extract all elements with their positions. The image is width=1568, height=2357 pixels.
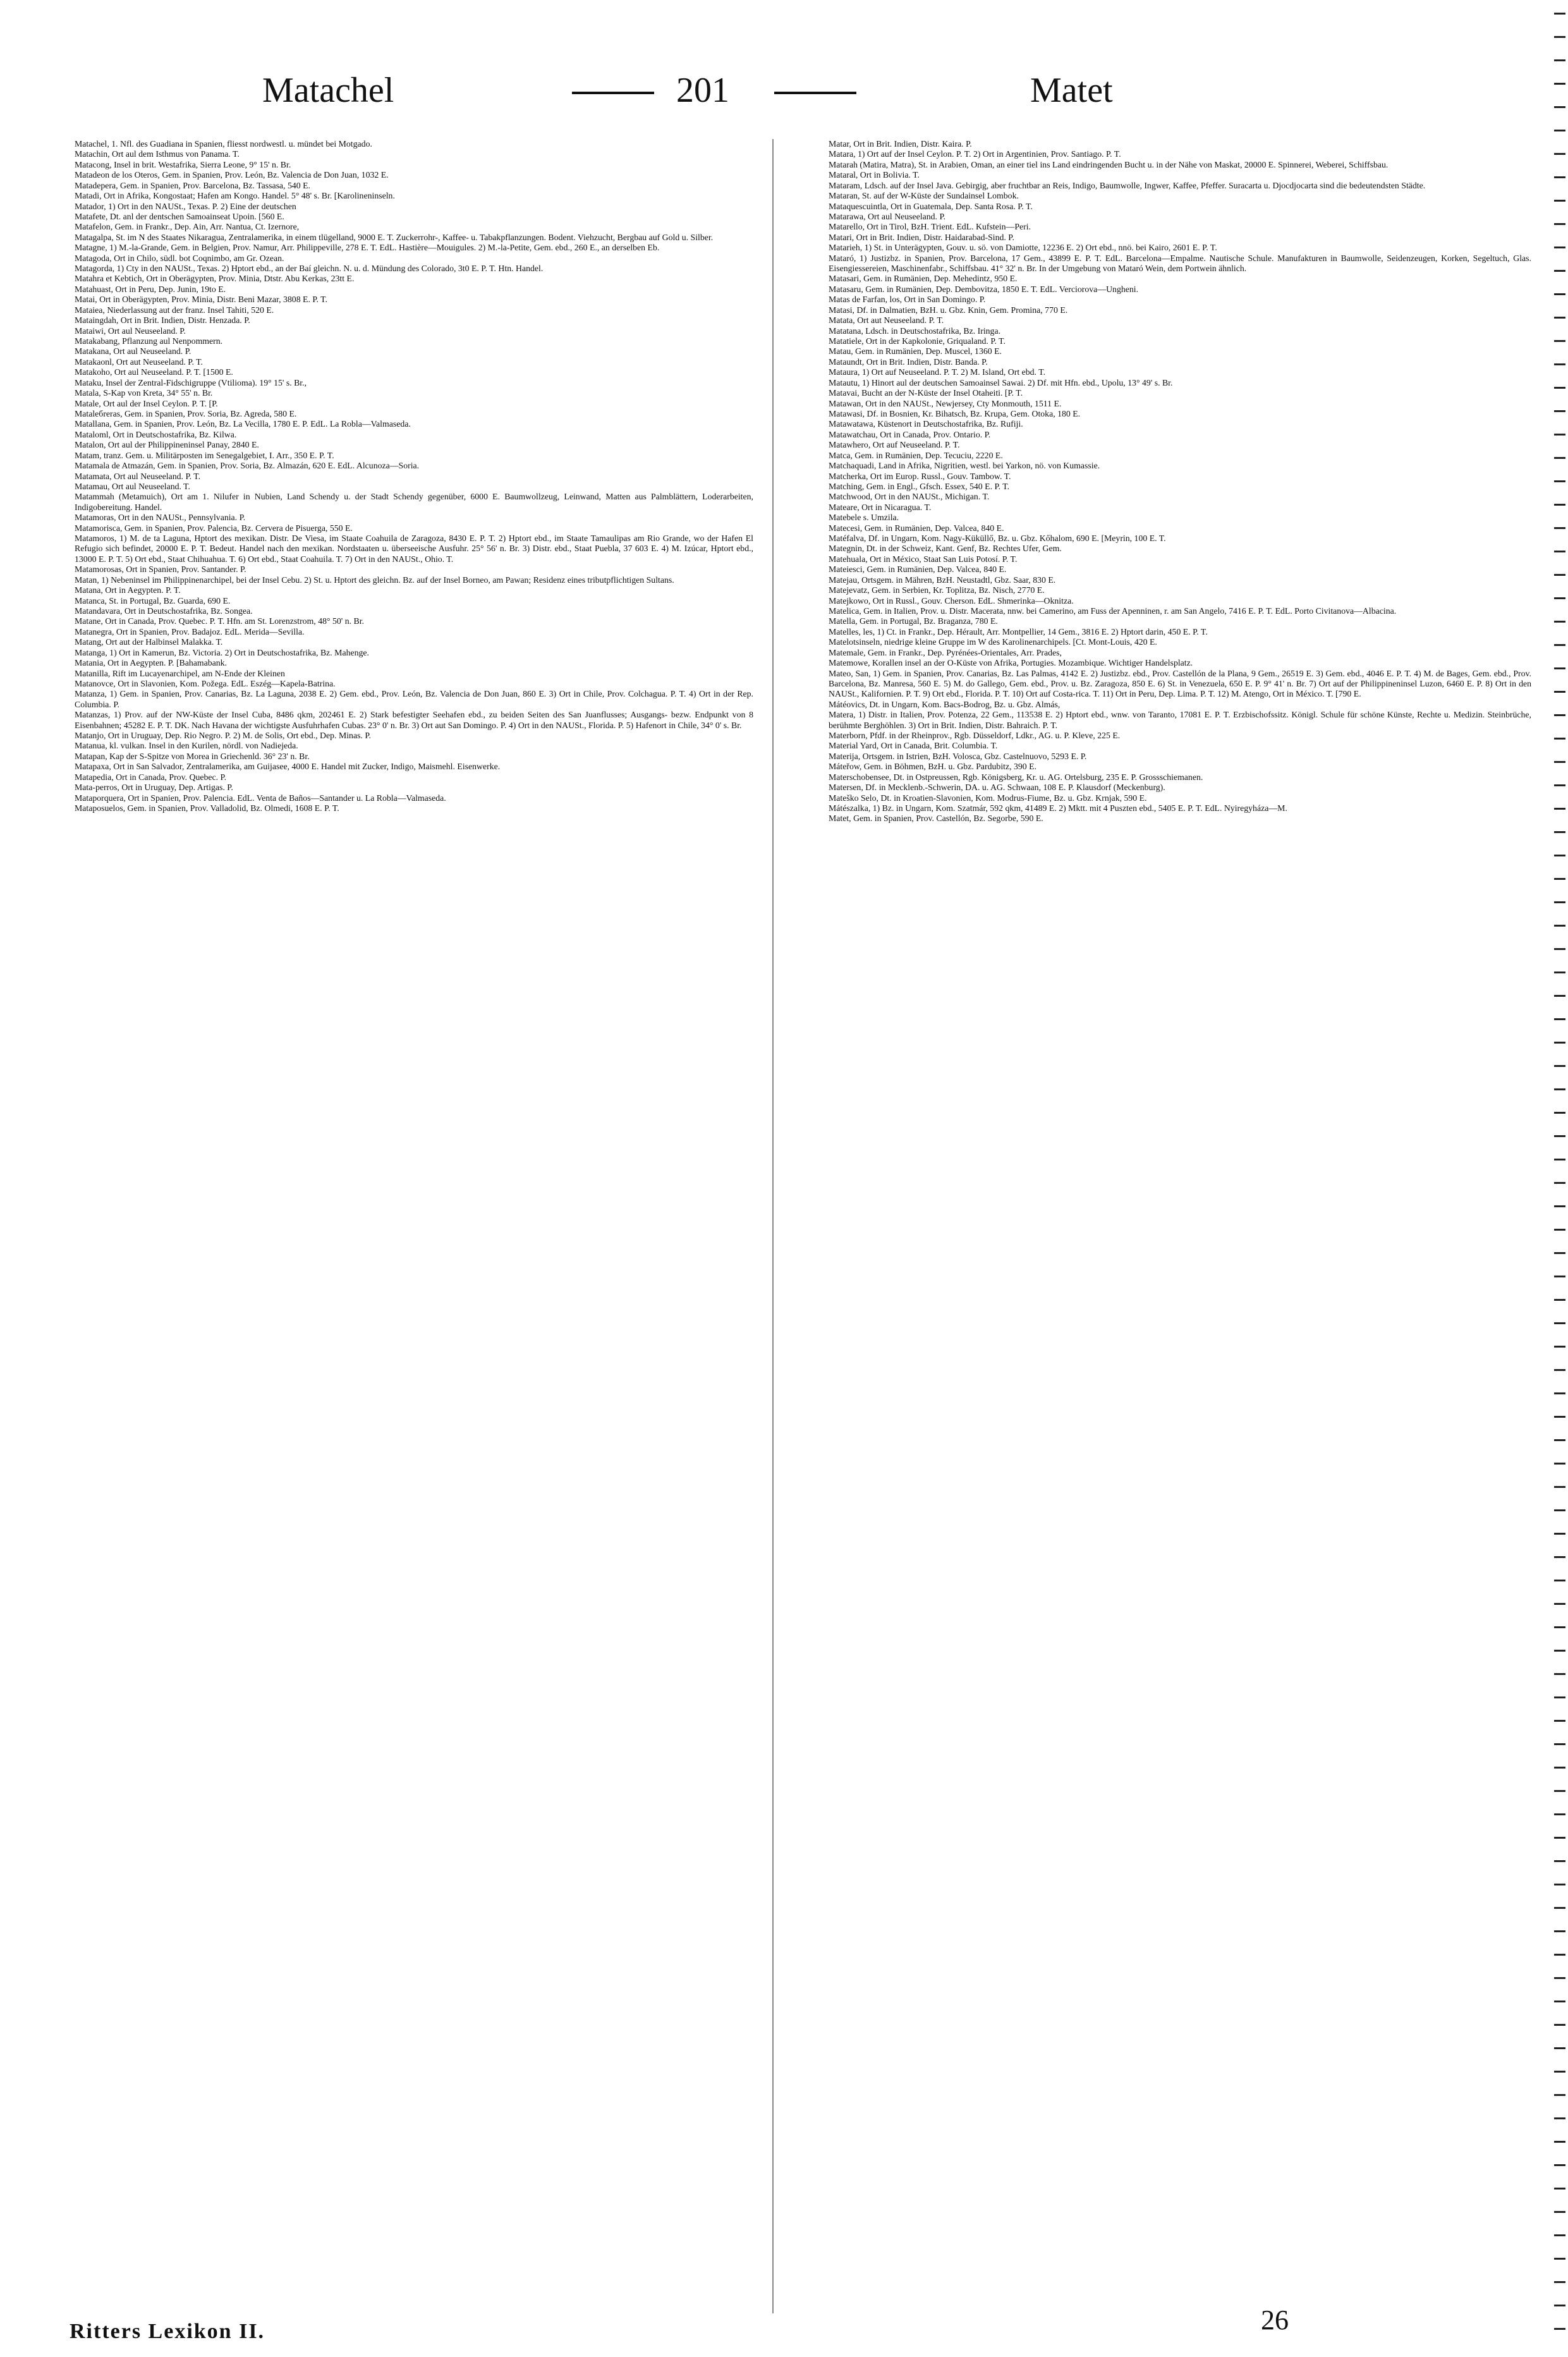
dictionary-entry: Matari, Ort in Brit. Indien, Distr. Haidarabad-Sind. P. (829, 232, 1014, 242)
edge-mark (1554, 1580, 1565, 1581)
dictionary-entry: Mátéovics, Dt. in Ungarn, Kom. Bacs-Bodrog, Bz. u. Gbz. Almás, (829, 699, 1061, 709)
edge-mark (1554, 2141, 1565, 2143)
dictionary-entry: Matautu, 1) Hinort aul der deutschen Samoainsel Sawai. 2) Df. mit Hfn. ebd., Upolu, 13° 49' s. Br. (829, 377, 1173, 387)
edge-mark (1554, 1860, 1565, 1862)
dictionary-entry: Matavai, Bucht an der N-Küste der Insel Otaheiti. [P. T. (829, 388, 1023, 398)
dictionary-entry: Mataram, Ldsch. auf der Insel Java. Gebirgig, aber fruchtbar an Reis, Indigo, Baumwolle, Ingwer, Kaffee, Pfeffer. Suracarta u. Djocdjocarta sind die bedeutendsten Städte. (829, 180, 1426, 190)
edge-mark (1554, 1626, 1565, 1628)
dictionary-entry: Matarah (Matira, Matra), St. in Arabien, Oman, an einer tiel ins Land eindringenden Bucht u. in der Nähe von Maskat, 20000 E. Spinnerei, Weberei, Schiffsbau. (829, 159, 1389, 169)
dictionary-entry: Matadepera, Gem. in Spanien, Prov. Barcelona, Bz. Tassasa, 540 E. (75, 180, 310, 190)
edge-mark (1554, 738, 1565, 740)
edge-mark (1554, 410, 1565, 412)
dictionary-entry: Mataingdah, Ort in Brit. Indien, Distr. Henzada. P. (75, 315, 250, 326)
edge-mark (1554, 176, 1565, 178)
edge-mark (1554, 270, 1565, 272)
dictionary-entry: Materschobensee, Dt. in Ostpreussen, Rgb. Königsberg, Kr. u. AG. Ortelsburg, 235 E. P. Grossschiemanen. (829, 772, 1203, 782)
dictionary-entry: Matawatawa, Küstenort in Deutschostafrika, Bz. Rufiji. (829, 419, 1023, 429)
dictionary-entry: Matarieh, 1) St. in Unterägypten, Gouv. u. sö. von Damiotte, 12236 E. 2) Ort ebd., nnö. bei Kairo, 2601 E. P. T. (829, 243, 1217, 253)
dictionary-entry: Matasi, Df. in Dalmatien, BzH. u. Gbz. Knin, Gem. Promina, 770 E. (829, 305, 1068, 315)
dictionary-entry: Matador, 1) Ort in den NAUSt., Texas. P. 2) Eine der deutschen (75, 201, 296, 211)
page-edge-marks (1549, 0, 1568, 2357)
edge-mark (1554, 831, 1565, 833)
edge-mark (1554, 2024, 1565, 2026)
edge-mark (1554, 1486, 1565, 1488)
dictionary-entry: Materija, Ortsgem. in Istrien, BzH. Volosca, Gbz. Castelnuovo, 5293 E. P. (829, 751, 1087, 761)
edge-mark (1554, 995, 1565, 997)
dictionary-entry: Matamoros, 1) M. de ta Laguna, Hptort des mexikan. Distr. De Viesa, im Staate Coahuila de Zaragoza, 8430 E. P. T. 2) Hptort ebd., im Staate Tamaulipas am Rio Grande, wo der Hafen El Refugio sich befindet, 20000 E. P. T. Bedeut. Handel nach den mexikan. Nordstaaten u. überseeische Ausfuhr. 25° 56' n. Br. 3) Distr. ebd., Staat Puebla, 37 603 E. 4) M. Izúcar, Hptort ebd., 13000 E. P. T. 5) Ort ebd., Staat Chihuahua. T. 6) Ort ebd., Staat Coahuila. T. 7) Ort in den NAUSt., Ohio. T. (75, 533, 753, 564)
dictionary-entry: Matar, Ort in Brit. Indien, Distr. Kaira. P. (829, 139, 972, 149)
edge-mark (1554, 1276, 1565, 1277)
page-number: 201 (676, 71, 729, 110)
edge-mark (1554, 153, 1565, 155)
dictionary-entry: Matafelon, Gem. in Frankr., Dep. Ain, Arr. Nantua, Ct. Izernore, (75, 222, 300, 232)
dictionary-entry: Matanegra, Ort in Spanien, Prov. Badajoz. EdL. Merida—Sevilla. (75, 626, 305, 636)
edge-mark (1554, 1416, 1565, 1418)
edge-mark (1554, 1205, 1565, 1207)
dictionary-entry: Mateare, Ort in Nicaragua. T. (829, 502, 932, 512)
dictionary-entry: Matagne, 1) M.-la-Grande, Gem. in Belgien, Prov. Namur, Arr. Philippeville, 278 E. T. EdL. Hastière—Mouigules. 2) M.-la-Petite, Gem. ebd., 260 E., an derselben Eb. (75, 243, 660, 253)
dictionary-entry: Matacong, Insel in brit. Westafrika, Sierra Leone, 9° 15' n. Br. (75, 159, 291, 169)
dictionary-entry: Matehuala, Ort in México, Staat San Luis Potosí. P. T. (829, 554, 1018, 564)
dictionary-entry: Matcherka, Ort im Europ. Russl., Gouv. Tambow. T. (829, 471, 1011, 481)
edge-mark (1554, 901, 1565, 903)
edge-mark (1554, 223, 1565, 225)
dictionary-entry: Matara, 1) Ort auf der Insel Ceylon. P. T. 2) Ort in Argentinien, Prov. Santiago. P. T. (829, 149, 1121, 159)
dictionary-entry: Matanovce, Ort in Slavonien, Kom. Požega. EdL. Eszég—Kapela-Batrina. (75, 678, 336, 688)
edge-mark (1554, 1135, 1565, 1137)
edge-mark (1554, 1252, 1565, 1254)
edge-mark (1554, 2258, 1565, 2260)
edge-mark (1554, 1743, 1565, 1745)
edge-mark (1554, 1369, 1565, 1371)
edge-mark (1554, 200, 1565, 202)
edge-mark (1554, 597, 1565, 599)
dictionary-entry: Mataquescuintla, Ort in Guatemala, Dep. Santa Rosa. P. T. (829, 201, 1033, 211)
edge-mark (1554, 1509, 1565, 1511)
dictionary-entry: Matarello, Ort in Tirol, BzH. Trient. EdL. Kufstein—Peri. (829, 222, 1031, 232)
dictionary-entry: Matahuast, Ort in Peru, Dep. Junin, 19to E. (75, 284, 226, 294)
dictionary-entry: Matelotsinseln, niedrige kleine Gruppe im W des Karolinenarchipels. [Ct. Mont-Louis, 420 E. (829, 637, 1157, 647)
dictionary-entry: Matecesi, Gem. in Rumänien, Dep. Valcea, 840 E. (829, 523, 1004, 533)
dictionary-entry: Mataró, 1) Justizbz. in Spanien, Prov. Barcelona, 17 Gem., 43899 E. P. T. EdL. Barcelona—Empalme. Nautische Schule. Manufakturen in Baumwolle, Seidenzeugen, Korken, Segeltuch, Glas. Eisengiessereien, Maschinenfabr., Schiffsbau. 41° 32' n. Br. In der Umgebung von Mataró Wein, dem Portwein ähnlich. (829, 253, 1531, 274)
dictionary-entry: Matammah (Metamuich), Ort am 1. Nilufer in Nubien, Land Schendy u. der Stadt Schendy gegenüber, 6000 E. Baumwollzeug, Leinwand, Matten aus Palmblättern, Loderarbeiten, Indigobereitung. Handel. (75, 492, 753, 512)
edge-mark (1554, 1977, 1565, 1979)
edge-mark (1554, 1790, 1565, 1792)
dictionary-entry: Matasaru, Gem. in Rumänien, Dep. Dembovitza, 1850 E. T. EdL. Verciorova—Ungheni. (829, 284, 1139, 294)
edge-mark (1554, 784, 1565, 786)
edge-mark (1554, 317, 1565, 319)
dictionary-entry: Mateo, San, 1) Gem. in Spanien, Prov. Canarias, Bz. Las Palmas, 4142 E. 2) Justizbz. ebd., Prov. Castellón de la Plana, 9 Gem., 26519 E. 3) Gem. ebd., 4046 E. P. T. 4) M. de Bages, Gem. ebd., Prov. Barcelona, Bz. Manresa, 560 E. 5) M. do Gallego, Gem. ebd., Prov. u. Bz. Zaragoza, 850 E. 6) St. in Venezuela, 650 E. P. 9° 41' n. Br. 7) Ort auf der Philippineninsel Luzon, 6460 E. P. 8) Ort in den NAUSt., Kalifornien. P. T. 9) Ort ebd., Florida. P. T. 10) Ort auf Costa-rica. T. 11) Ort in Peru, Dep. Lima. P. T. 12) M. Atengo, Ort in México. T. [790 E. (829, 668, 1531, 699)
dictionary-entry: Matamata, Ort aul Neuseeland. P. T. (75, 471, 201, 481)
edge-mark (1554, 574, 1565, 576)
edge-mark (1554, 1767, 1565, 1769)
dictionary-entry: Matera, 1) Distr. in Italien, Prov. Potenza, 22 Gem., 113538 E. 2) Hptort ebd., wnw. von Taranto, 17081 E. P. T. Erzbischofssitz. Königl. Schule für schöne Künste, Rechte u. Medizin. Steinbrüche, berühmte Berghöhlen. 3) Ort in Brit. Indien, Distr. Bahraich. P. T. (829, 710, 1531, 730)
dictionary-entry: Matanjo, Ort in Uruguay, Dep. Rio Negro. P. 2) M. de Solis, Ort ebd., Dep. Minas. P. (75, 731, 371, 741)
dictionary-entry: Matahra et Kebtich, Ort in Oberägypten, Prov. Minia, Dtstr. Abu Kerkas, 23tt E. (75, 274, 355, 284)
dictionary-entry: Matanilla, Rift im Lucayenarchipel, am N-Ende der Kleinen (75, 668, 285, 678)
edge-mark (1554, 644, 1565, 646)
dictionary-entry: Mataposuelos, Gem. in Spanien, Prov. Valladolid, Bz. Olmedi, 1608 E. P. T. (75, 803, 339, 813)
dictionary-entry: Matachel, 1. Nfl. des Guadiana in Spanien, fliesst nordwestl. u. mündet bei Motgado. (75, 139, 372, 149)
edge-mark (1554, 667, 1565, 669)
dictionary-entry: Máteřow, Gem. in Böhmen, BzH. u. Gbz. Pardubitz, 390 E. (829, 762, 1037, 772)
dictionary-entry: Matallana, Gem. in Spanien, Prov. León, Bz. La Vecilla, 1780 E. P. EdL. La Robla—Valmaseda. (75, 419, 411, 429)
edge-mark (1554, 1018, 1565, 1020)
dictionary-entry: Matebele s. Umzila. (829, 513, 899, 523)
dictionary-entry: Mata-perros, Ort in Uruguay, Dep. Artigas. P. (75, 783, 233, 793)
edge-mark (1554, 504, 1565, 506)
dictionary-entry: Matawhero, Ort auf Neuseeland. P. T. (829, 440, 960, 450)
dictionary-entry: Matagoda, Ort in Chilo, südl. bot Coqnimbo, am Gr. Ozean. (75, 253, 284, 263)
dictionary-entry: Matania, Ort in Aegypten. P. [Bahamabank. (75, 658, 228, 668)
dictionary-entry: Matafete, Dt. anl der dentschen Samoainseat Upoin. [560 E. (75, 211, 284, 221)
edge-mark (1554, 2281, 1565, 2283)
dictionary-entry: Matawatchau, Ort in Canada, Prov. Ontario. P. (829, 429, 991, 439)
edge-mark (1554, 2117, 1565, 2119)
dictionary-entry: Matagalpa, St. im N des Staates Nikaragua, Zentralamerika, in einem tlügelland, 9000 E. T. Zuckerrohr-, Kaffee- u. Tabakpflanzungen. Bodent. Viehzucht, Bergbau auf Gold u. Silber. (75, 232, 714, 242)
edge-mark (1554, 1088, 1565, 1090)
edge-mark (1554, 1182, 1565, 1184)
edge-mark (1554, 1930, 1565, 1932)
dictionary-entry: Matapan, Kap der S-Spitze von Morea in Griechenld. 36° 23' n. Br. (75, 751, 310, 761)
edge-mark (1554, 2328, 1565, 2330)
edge-mark (1554, 527, 1565, 529)
edge-mark (1554, 2188, 1565, 2190)
edge-mark (1554, 480, 1565, 482)
dictionary-entry: Material Yard, Ort in Canada, Brit. Columbia. T. (829, 741, 998, 751)
edge-mark (1554, 340, 1565, 342)
edge-mark (1554, 2047, 1565, 2049)
dictionary-entry: Matet, Gem. in Spanien, Prov. Castellón, Bz. Segorbe, 590 E. (829, 813, 1043, 824)
edge-mark (1554, 2211, 1565, 2213)
edge-mark (1554, 59, 1565, 61)
edge-mark (1554, 434, 1565, 435)
edge-mark (1554, 855, 1565, 856)
dictionary-entry: Matan, 1) Nebeninsel im Philippinenarchipel, bei der Insel Cebu. 2) St. u. Hptort des gleichn. Bz. auf der Insel Borneo, am Pawan; Residenz eines tributpflichtigen Sultans. (75, 575, 674, 585)
dictionary-entry: Matapedia, Ort in Canada, Prov. Quebec. P. (75, 772, 227, 782)
dictionary-entry: Matata, Ort aut Neuseeland. P. T. (829, 315, 944, 326)
dictionary-entry: Matchaquadi, Land in Afrika, Nigritien, westl. bei Yarkon, nö. von Kumassie. (829, 461, 1100, 471)
dictionary-entry: Matejevatz, Gem. in Serbien, Kr. Toplitza, Bz. Nisch, 2770 E. (829, 585, 1045, 595)
left-column (39, 139, 753, 2357)
dictionary-entry: Matanzas, 1) Prov. auf der NW-Küste der Insel Cuba, 8486 qkm, 202461 E. 2) Stark befestigter Seehafen ebd., zu beiden Seiten des San Juanflusses; Ausgangs- bezw. Endpunkt von 8 Eisenbahnen; 45282 E. P. T. DK. Nach Havana der wichtigste Ausfuhrhafen Cubas. 23° 0' n. Br. 3) Ort aut San Domingo. P. 4) Ort in den NAUSt., Florida. P. 5) Hafenort in Chile, 34° 0' s. Br. (75, 710, 753, 730)
dictionary-entry: Matamorisca, Gem. in Spanien, Prov. Palencia, Bz. Cervera de Pisuerga, 550 E. (75, 523, 353, 533)
dictionary-entry: Matane, Ort in Canada, Prov. Quebec. P. T. Hfn. am St. Lorenzstrom, 48° 50' n. Br. (75, 616, 364, 626)
edge-mark (1554, 1954, 1565, 1956)
edge-mark (1554, 457, 1565, 459)
dictionary-entry: Matatiele, Ort in der Kapkolonie, Griqualand. P. T. (829, 336, 1006, 346)
edge-mark (1554, 551, 1565, 552)
dictionary-entry: Mataran, St. auf der W-Küste der Sundainsel Lombok. (829, 191, 1019, 201)
dictionary-entry: Matanga, 1) Ort in Kamerun, Bz. Victoria. 2) Ort in Deutschostafrika, Bz. Mahenge. (75, 647, 369, 657)
edge-mark (1554, 1392, 1565, 1394)
edge-mark (1554, 691, 1565, 693)
edge-mark (1554, 1346, 1565, 1348)
edge-mark (1554, 714, 1565, 716)
edge-mark (1554, 1463, 1565, 1465)
dictionary-entry: Matagorda, 1) Cty in den NAUSt., Texas. 2) Hptort ebd., an der Baí gleichn. N. u. d. Mündung des Colorado, 3t0 E. P. T. Htn. Handel. (75, 264, 544, 274)
edge-mark (1554, 1720, 1565, 1722)
dictionary-entry: Mataura, 1) Ort auf Neuseeland. P. T. 2) M. Island, Ort ebd. T. (829, 367, 1046, 377)
edge-mark (1554, 1556, 1565, 1558)
column-divider (772, 139, 774, 2313)
edge-mark (1554, 1603, 1565, 1605)
dictionary-entry: Matakaonl, Ort aut Neuseeland. P. T. (75, 356, 203, 367)
dictionary-entry: Matapaxa, Ort in San Salvador, Zentralamerika, am Guijasee, 4000 E. Handel mit Zucker, Indigo, Maismehl. Eisenwerke. (75, 762, 501, 772)
edge-mark (1554, 761, 1565, 763)
dictionary-entry: Matai, Ort in Oberägypten, Prov. Minia, Distr. Beni Mazar, 3808 E. P. T. (75, 295, 328, 305)
dictionary-entry: Matanua, kl. vulkan. Insel in den Kurilen, nördl. von Nadiejeda. (75, 741, 298, 751)
dictionary-entry: Matarawa, Ort aul Neuseeland. P. (829, 211, 946, 221)
edge-mark (1554, 1696, 1565, 1698)
edge-mark (1554, 36, 1565, 38)
edge-mark (1554, 130, 1565, 131)
dictionary-entry: Matandavara, Ort in Deutschostafrika, Bz. Songea. (75, 606, 253, 616)
dictionary-entry: Matamorosas, Ort in Spanien, Prov. Santander. P. (75, 564, 246, 575)
dictionary-entry: Matalon, Ort aul der Philippineninsel Panay, 2840 E. (75, 440, 259, 450)
edge-mark (1554, 925, 1565, 927)
footer-signature: Ritters Lexikon II. (70, 2320, 265, 2343)
header-dash-left (572, 92, 654, 94)
edge-mark (1554, 1322, 1565, 1324)
edge-mark (1554, 363, 1565, 365)
dictionary-entry: Matatana, Ldsch. in Deutschostafrika, Bz. Iringa. (829, 326, 1001, 336)
dictionary-entry: Matasari, Gem. in Rumänien, Dep. Mehedintz, 950 E. (829, 274, 1018, 284)
edge-mark (1554, 1650, 1565, 1652)
header-first-entry: Matachel (262, 71, 394, 110)
dictionary-entry: Matemowe, Korallen insel an der O-Küste von Afrika, Portugies. Mozambique. Wichtiger Handelsplatz. (829, 658, 1193, 668)
dictionary-entry: Mataporquera, Ort in Spanien, Prov. Palencia. EdL. Venta de Baños—Santander u. La Robla—Valmaseda. (75, 793, 446, 803)
dictionary-entry: Matéfalva, Df. in Ungarn, Kom. Nagy-Küküllő, Bz. u. Gbz. Kőhalom, 690 E. [Meyrin, 100 E. T. (829, 533, 1166, 544)
dictionary-entry: Mataku, Insel der Zentral-Fidschigruppe (Vtilioma). 19° 15' s. Br., (75, 377, 307, 387)
dictionary-entry: Mataleбreras, Gem. in Spanien, Prov. Soria, Bz. Agreda, 580 E. (75, 408, 297, 418)
edge-mark (1554, 2094, 1565, 2096)
edge-mark (1554, 2001, 1565, 2002)
dictionary-entry: Mataloml, Ort in Deutschostafrika, Bz. Kilwa. (75, 429, 237, 439)
dictionary-entry: Matadeon de los Oteros, Gem. in Spanien, Prov. León, Bz. Valencia de Don Juan, 1032 E. (75, 170, 389, 180)
edge-mark (1554, 2305, 1565, 2306)
edge-mark (1554, 1884, 1565, 1885)
dictionary-entry: Matamala de Atmazán, Gem. in Spanien, Prov. Soria, Bz. Almazán, 620 E. EdL. Alcunoza—Soria. (75, 461, 420, 471)
edge-mark (1554, 1042, 1565, 1044)
edge-mark (1554, 621, 1565, 623)
edge-mark (1554, 13, 1565, 15)
dictionary-entry: Matawasi, Df. in Bosnien, Kr. Bihatsch, Bz. Krupa, Gem. Otoka, 180 E. (829, 408, 1081, 418)
dictionary-entry: Matala, S-Kap von Kreta, 34° 55' n. Br. (75, 388, 213, 398)
edge-mark (1554, 2234, 1565, 2236)
sheet-number: 26 (1261, 2305, 1289, 2336)
edge-mark (1554, 2071, 1565, 2073)
dictionary-entry: Matachin, Ort aul dem Isthmus von Panama. T. (75, 149, 240, 159)
edge-mark (1554, 1533, 1565, 1535)
dictionary-entry: Matau, Gem. in Rumänien, Dep. Muscel, 1360 E. (829, 346, 1002, 356)
edge-mark (1554, 2164, 1565, 2166)
edge-mark (1554, 1229, 1565, 1231)
edge-mark (1554, 1813, 1565, 1815)
edge-mark (1554, 387, 1565, 389)
header-last-entry: Matet (1030, 71, 1113, 110)
dictionary-entry: Matam, tranz. Gem. u. Militärposten im Senegalgebiet, I. Arr., 350 E. P. T. (75, 450, 334, 460)
edge-mark (1554, 971, 1565, 973)
dictionary-entry: Matamoras, Ort in den NAUSt., Pennsylvania. P. (75, 513, 246, 523)
dictionary-entry: Matersen, Df. in Mecklenb.-Schwerin, DA. u. AG. Schwaan, 108 E. P. Klausdorf (Meckenburg). (829, 783, 1165, 793)
dictionary-entry: Matanca, St. in Portugal, Bz. Guarda, 690 E. (75, 595, 231, 606)
dictionary-entry: Matang, Ort aut der Halbinsel Malakka. T. (75, 637, 223, 647)
dictionary-entry: Matakabang, Pflanzung aul Nenpommern. (75, 336, 223, 346)
dictionary-entry: Matching, Gem. in Engl., Gfsch. Essex, 540 E. P. T. (829, 481, 1010, 491)
dictionary-entry: Materborn, Pfdf. in der Rheinprov., Rgb. Düsseldorf, Ldkr., AG. u. P. Kleve, 225 E. (829, 731, 1121, 741)
edge-mark (1554, 106, 1565, 108)
dictionary-entry: Matamau, Ort aul Neuseeland. T. (75, 481, 191, 491)
edge-mark (1554, 808, 1565, 810)
edge-mark (1554, 83, 1565, 85)
dictionary-entry: Mategnin, Dt. in der Schweiz, Kant. Genf, Bz. Rechtes Ufer, Gem. (829, 544, 1062, 554)
dictionary-entry: Matejkowo, Ort in Russl., Gouv. Cherson. EdL. Shmerinka—Oknitza. (829, 595, 1074, 606)
edge-mark (1554, 878, 1565, 880)
header-dash-right (774, 92, 856, 94)
dictionary-entry: Mateško Selo, Dt. in Kroatien-Slavonien, Kom. Modrus-Fiume, Bz. u. Gbz. Krnjak, 590 E. (829, 793, 1147, 803)
dictionary-entry: Matella, Gem. in Portugal, Bz. Braganza, 780 E. (829, 616, 998, 626)
right-column (793, 139, 1531, 2357)
dictionary-entry: Matelles, les, 1) Ct. in Frankr., Dep. Hérault, Arr. Montpellier, 14 Gem., 3816 E. 2) Hptort darin, 450 E. P. T. (829, 626, 1208, 636)
dictionary-entry: Matelica, Gem. in Italien, Prov. u. Distr. Macerata, nnw. bei Camerino, am Fuss der Apenninen, r. am San Angelo, 7416 E. P. T. EdL. Porto Civitanova—Albacina. (829, 606, 1397, 616)
edge-mark (1554, 1837, 1565, 1839)
dictionary-entry: Matakana, Ort aul Neuseeland. P. (75, 346, 191, 356)
dictionary-entry: Matchwood, Ort in den NAUSt., Michigan. T. (829, 492, 990, 502)
edge-mark (1554, 1112, 1565, 1114)
dictionary-entry: Matemale, Gem. in Frankr., Dep. Pyrénées-Orientales, Arr. Prades, (829, 647, 1062, 657)
dictionary-entry: Matejau, Ortsgem. in Mähren, BzH. Neustadtl, Gbz. Saar, 830 E. (829, 575, 1056, 585)
edge-mark (1554, 1673, 1565, 1675)
edge-mark (1554, 247, 1565, 248)
dictionary-entry: Matakoho, Ort aul Neuseeland. P. T. [1500 E. (75, 367, 233, 377)
edge-mark (1554, 1159, 1565, 1160)
edge-mark (1554, 1439, 1565, 1441)
edge-mark (1554, 293, 1565, 295)
dictionary-entry: Matale, Ort aul der Insel Ceylon. P. T. [P. (75, 398, 218, 408)
dictionary-entry: Mataiwi, Ort aul Neuseeland. P. (75, 326, 186, 336)
dictionary-entry: Matadi, Ort in Afrika, Kongostaat; Hafen am Kongo. Handel. 5° 48' s. Br. [Karolineninseln. (75, 191, 395, 201)
dictionary-entry: Mataral, Ort in Bolivia. T. (829, 170, 920, 180)
dictionary-entry: Matawan, Ort in den NAUSt., Newjersey, Cty Monmouth, 1511 E. (829, 398, 1062, 408)
dictionary-entry: Matanza, 1) Gem. in Spanien, Prov. Canarias, Bz. La Laguna, 2038 E. 2) Gem. ebd., Prov. León, Bz. Valencia de Don Juan, 860 E. 3) Ort in Chile, Prov. Colchagua. P. T. 4) Ort in der Rep. Columbia. P. (75, 689, 753, 709)
dictionary-entry: Mateiesci, Gem. in Rumänien, Dep. Valcea, 840 E. (829, 564, 1007, 575)
edge-mark (1554, 1065, 1565, 1067)
dictionary-entry: Mátészalka, 1) Bz. in Ungarn, Kom. Szatmár, 592 qkm, 41489 E. 2) Mktt. mit 4 Puszten ebd., 5405 E. P. T. EdL. Nyiregyháza—M. (829, 803, 1287, 813)
dictionary-entry: Mataiea, Niederlassung aut der franz. Insel Tahiti, 520 E. (75, 305, 274, 315)
edge-mark (1554, 1299, 1565, 1301)
dictionary-entry: Matana, Ort in Aegypten. P. T. (75, 585, 181, 595)
edge-mark (1554, 948, 1565, 950)
edge-mark (1554, 1907, 1565, 1909)
dictionary-entry: Mataundt, Ort in Brit. Indien, Distr. Banda. P. (829, 356, 988, 367)
dictionary-entry: Matca, Gem. in Rumänien, Dep. Tecuciu, 2220 E. (829, 450, 1003, 460)
dictionary-entry: Matas de Farfan, los, Ort in San Domingo. P. (829, 295, 986, 305)
